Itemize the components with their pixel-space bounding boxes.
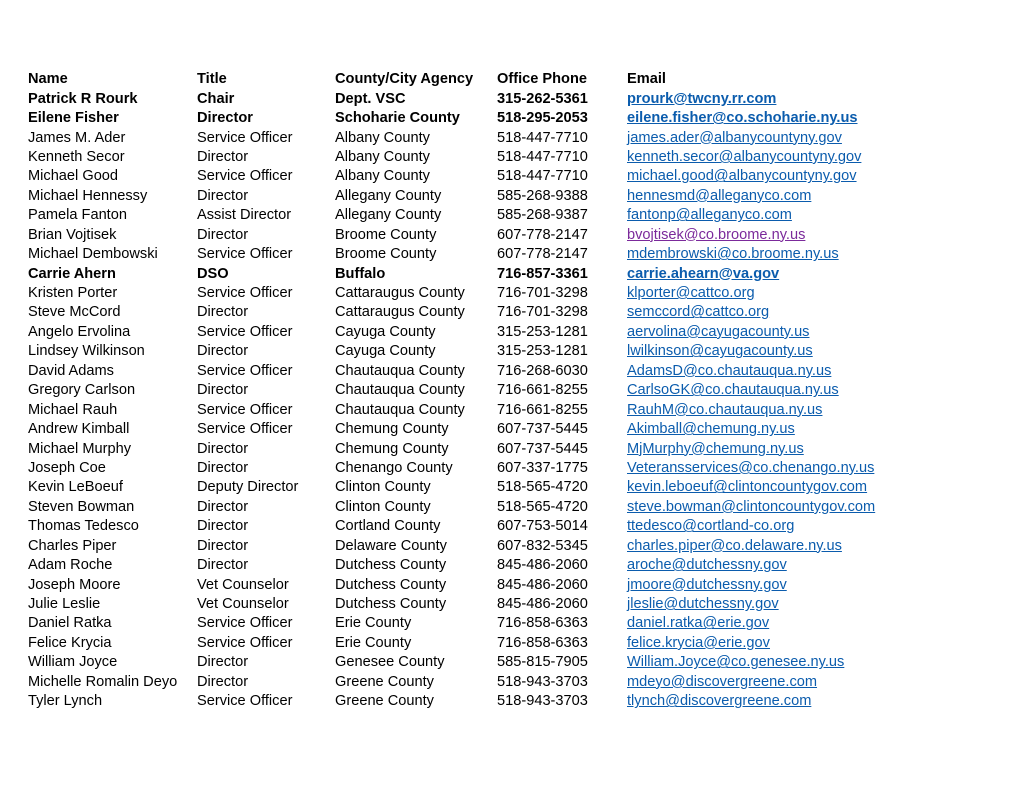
contact-email-cell bbox=[627, 342, 927, 361]
contact-title: Director bbox=[197, 654, 249, 671]
contact-agency: Erie County bbox=[335, 634, 412, 651]
contact-agency: Greene County bbox=[335, 693, 434, 710]
table-row bbox=[28, 284, 927, 303]
contact-title: Director bbox=[197, 440, 249, 457]
contact-agency: Cayuga County bbox=[335, 323, 436, 340]
contact-phone: 607-737-5445 bbox=[497, 421, 588, 438]
table-row bbox=[28, 245, 927, 264]
contact-name: Michelle Romalin Deyo bbox=[28, 673, 178, 690]
email-link[interactable]: Veteransservices@co.chenango.ny.us bbox=[627, 459, 875, 476]
contact-name: Felice Krycia bbox=[28, 634, 112, 651]
contact-name: James M. Ader bbox=[28, 129, 126, 146]
contact-title: Director bbox=[197, 148, 249, 165]
contact-title: Service Officer bbox=[197, 362, 293, 379]
email-link[interactable]: RauhM@co.chautauqua.ny.us bbox=[627, 401, 823, 418]
contact-phone: 315-262-5361 bbox=[497, 90, 588, 107]
contact-phone: 716-857-3361 bbox=[497, 265, 588, 282]
contact-agency: Clinton County bbox=[335, 498, 431, 515]
contact-email-cell bbox=[627, 595, 927, 614]
contact-title: Service Officer bbox=[197, 246, 293, 263]
table-row bbox=[28, 323, 927, 342]
contact-name: Adam Roche bbox=[28, 557, 113, 574]
contact-title: Service Officer bbox=[197, 693, 293, 710]
table-row bbox=[28, 439, 927, 458]
contact-agency: Cattaraugus County bbox=[335, 285, 465, 302]
contact-agency: Chemung County bbox=[335, 421, 449, 438]
email-link[interactable]: felice.krycia@erie.gov bbox=[627, 634, 770, 651]
contact-phone: 518-447-7710 bbox=[497, 148, 588, 165]
email-link[interactable]: michael.good@albanycountyny.gov bbox=[627, 168, 857, 185]
table-row bbox=[28, 537, 927, 556]
contact-agency: Albany County bbox=[335, 168, 430, 185]
table-body bbox=[28, 89, 927, 711]
contact-title: Director bbox=[197, 498, 249, 515]
contact-title: Director bbox=[197, 304, 249, 321]
contact-phone: 607-832-5345 bbox=[497, 537, 588, 554]
contact-name: Michael Dembowski bbox=[28, 246, 158, 263]
contact-agency: Broome County bbox=[335, 226, 437, 243]
contact-email-cell bbox=[627, 206, 927, 225]
table-row bbox=[28, 381, 927, 400]
contact-name: Michael Hennessy bbox=[28, 187, 148, 204]
table-row bbox=[28, 673, 927, 692]
table-row bbox=[28, 206, 927, 225]
contact-title: Director bbox=[197, 110, 253, 127]
contact-phone: 518-295-2053 bbox=[497, 110, 588, 127]
contact-email-cell bbox=[627, 420, 927, 439]
contact-name: Pamela Fanton bbox=[28, 207, 127, 224]
contact-email-cell bbox=[627, 284, 927, 303]
email-link[interactable]: kenneth.secor@albanycountyny.gov bbox=[627, 148, 862, 165]
contact-email-cell bbox=[627, 478, 927, 497]
contact-phone: 716-268-6030 bbox=[497, 362, 588, 379]
contact-email-cell bbox=[627, 498, 927, 517]
table-row bbox=[28, 264, 927, 283]
contact-title: Service Officer bbox=[197, 421, 293, 438]
contact-name: Steven Bowman bbox=[28, 498, 135, 515]
contact-title: Assist Director bbox=[197, 207, 292, 224]
contact-title: Vet Counselor bbox=[197, 576, 289, 593]
email-link[interactable]: daniel.ratka@erie.gov bbox=[627, 615, 770, 632]
contact-title: Chair bbox=[197, 90, 235, 107]
contact-agency: Chenango County bbox=[335, 459, 453, 476]
contact-agency: Albany County bbox=[335, 129, 430, 146]
contact-title: Service Officer bbox=[197, 634, 293, 651]
contact-phone: 518-565-4720 bbox=[497, 498, 588, 515]
email-link[interactable]: bvojtisek@co.broome.ny.us bbox=[627, 226, 806, 243]
contact-phone: 585-268-9387 bbox=[497, 207, 588, 224]
contact-name: Joseph Moore bbox=[28, 576, 121, 593]
contact-name: Brian Vojtisek bbox=[28, 226, 117, 243]
contact-agency: Albany County bbox=[335, 148, 430, 165]
email-link[interactable]: semccord@cattco.org bbox=[627, 304, 770, 321]
contact-directory bbox=[28, 70, 928, 711]
contact-phone: 607-337-1775 bbox=[497, 459, 588, 476]
email-link[interactable]: hennesmd@alleganyco.com bbox=[627, 187, 812, 204]
contact-name: Kevin LeBoeuf bbox=[28, 479, 123, 496]
contact-phone: 585-815-7905 bbox=[497, 654, 588, 671]
table-row bbox=[28, 420, 927, 439]
contact-phone: 518-565-4720 bbox=[497, 479, 588, 496]
contact-agency: Chautauqua County bbox=[335, 382, 465, 399]
contact-name: William Joyce bbox=[28, 654, 118, 671]
contact-email-cell bbox=[627, 303, 927, 322]
email-link[interactable]: jmoore@dutchessny.gov bbox=[627, 576, 787, 593]
contact-agency: Cayuga County bbox=[335, 343, 436, 360]
contact-phone: 585-268-9388 bbox=[497, 187, 588, 204]
contact-agency: Allegany County bbox=[335, 207, 442, 224]
contact-agency: Greene County bbox=[335, 673, 434, 690]
contact-name: Andrew Kimball bbox=[28, 421, 130, 438]
contact-email-cell bbox=[627, 128, 927, 147]
contact-agency: Clinton County bbox=[335, 479, 431, 496]
contact-email-cell bbox=[627, 439, 927, 458]
contact-name: David Adams bbox=[28, 362, 114, 379]
contact-phone: 315-253-1281 bbox=[497, 343, 588, 360]
contact-phone: 518-943-3703 bbox=[497, 673, 588, 690]
email-link[interactable]: MjMurphy@chemung.ny.us bbox=[627, 440, 804, 457]
contact-name: Daniel Ratka bbox=[28, 615, 112, 632]
contact-agency: Dutchess County bbox=[335, 596, 447, 613]
contact-agency: Chautauqua County bbox=[335, 362, 465, 379]
email-link[interactable]: AdamsD@co.chautauqua.ny.us bbox=[627, 362, 832, 379]
contact-email-cell bbox=[627, 362, 927, 381]
contact-phone: 716-858-6363 bbox=[497, 615, 588, 632]
email-link[interactable]: jleslie@dutchessny.gov bbox=[627, 596, 779, 613]
contact-table bbox=[28, 70, 927, 711]
contact-title: Service Officer bbox=[197, 323, 293, 340]
contact-phone: 716-661-8255 bbox=[497, 382, 588, 399]
contact-agency: Cortland County bbox=[335, 518, 441, 535]
table-row bbox=[28, 517, 927, 536]
contact-agency: Chautauqua County bbox=[335, 401, 465, 418]
table-row bbox=[28, 634, 927, 653]
contact-phone: 518-447-7710 bbox=[497, 168, 588, 185]
email-link[interactable]: eilene.fisher@co.schoharie.ny.us bbox=[627, 110, 858, 127]
contact-phone: 518-447-7710 bbox=[497, 129, 588, 146]
contact-title: Deputy Director bbox=[197, 479, 299, 496]
contact-email-cell bbox=[627, 653, 927, 672]
contact-agency: Cattaraugus County bbox=[335, 304, 465, 321]
contact-email-cell bbox=[627, 634, 927, 653]
table-row bbox=[28, 128, 927, 147]
contact-agency: Chemung County bbox=[335, 440, 449, 457]
contact-agency: Buffalo bbox=[335, 265, 386, 282]
contact-agency: Dutchess County bbox=[335, 576, 447, 593]
header-row bbox=[28, 70, 927, 89]
contact-email-cell bbox=[627, 692, 927, 711]
contact-email-cell bbox=[627, 537, 927, 556]
contact-phone: 607-753-5014 bbox=[497, 518, 588, 535]
contact-email-cell bbox=[627, 167, 927, 186]
table-row bbox=[28, 303, 927, 322]
contact-name: Angelo Ervolina bbox=[28, 323, 131, 340]
contact-email-cell bbox=[627, 381, 927, 400]
header-name: Name bbox=[28, 71, 68, 88]
contact-title: Director bbox=[197, 459, 249, 476]
email-link[interactable]: aervolina@cayugacounty.us bbox=[627, 323, 810, 340]
email-link[interactable]: prourk@twcny.rr.com bbox=[627, 90, 777, 107]
contact-phone: 518-943-3703 bbox=[497, 693, 588, 710]
contact-phone: 315-253-1281 bbox=[497, 323, 588, 340]
contact-agency: Erie County bbox=[335, 615, 412, 632]
email-link[interactable]: carrie.ahearn@va.gov bbox=[627, 265, 780, 282]
contact-name: Eilene Fisher bbox=[28, 110, 119, 127]
email-link[interactable]: klporter@cattco.org bbox=[627, 285, 755, 302]
contact-email-cell bbox=[627, 226, 927, 245]
table-row bbox=[28, 459, 927, 478]
contact-email-cell bbox=[627, 517, 927, 536]
contact-title: DSO bbox=[197, 265, 229, 282]
contact-email-cell bbox=[627, 556, 927, 575]
table-row bbox=[28, 478, 927, 497]
contact-email-cell bbox=[627, 575, 927, 594]
contact-name: Lindsey Wilkinson bbox=[28, 343, 145, 360]
contact-email-cell bbox=[627, 614, 927, 633]
contact-phone: 845-486-2060 bbox=[497, 557, 588, 574]
contact-title: Director bbox=[197, 187, 249, 204]
contact-email-cell bbox=[627, 89, 927, 108]
table-row bbox=[28, 614, 927, 633]
contact-phone: 845-486-2060 bbox=[497, 596, 588, 613]
table-row bbox=[28, 342, 927, 361]
contact-title: Director bbox=[197, 537, 249, 554]
contact-title: Service Officer bbox=[197, 285, 293, 302]
contact-phone: 607-737-5445 bbox=[497, 440, 588, 457]
contact-agency: Dutchess County bbox=[335, 557, 447, 574]
contact-name: Kenneth Secor bbox=[28, 148, 125, 165]
contact-name: Steve McCord bbox=[28, 304, 121, 321]
contact-name: Michael Good bbox=[28, 168, 119, 185]
table-row bbox=[28, 109, 927, 128]
email-link[interactable]: ttedesco@cortland-co.org bbox=[627, 518, 795, 535]
table-row bbox=[28, 556, 927, 575]
header-title: Title bbox=[197, 71, 227, 88]
table-row bbox=[28, 653, 927, 672]
email-link[interactable]: mdembrowski@co.broome.ny.us bbox=[627, 246, 839, 263]
contact-phone: 607-778-2147 bbox=[497, 246, 588, 263]
table-row bbox=[28, 362, 927, 381]
contact-phone: 716-701-3298 bbox=[497, 285, 588, 302]
contact-title: Service Officer bbox=[197, 401, 293, 418]
table-row bbox=[28, 692, 927, 711]
contact-title: Director bbox=[197, 673, 249, 690]
contact-agency: Broome County bbox=[335, 246, 437, 263]
header-phone: Office Phone bbox=[497, 71, 588, 88]
contact-agency: Schoharie County bbox=[335, 110, 460, 127]
email-link[interactable]: tlynch@discovergreene.com bbox=[627, 693, 812, 710]
email-link[interactable]: fantonp@alleganyco.com bbox=[627, 207, 792, 224]
contact-agency: Allegany County bbox=[335, 187, 442, 204]
contact-phone: 716-661-8255 bbox=[497, 401, 588, 418]
table-row bbox=[28, 400, 927, 419]
contact-name: Julie Leslie bbox=[28, 596, 101, 613]
email-link[interactable]: kevin.leboeuf@clintoncountygov.com bbox=[627, 479, 868, 496]
contact-title: Director bbox=[197, 226, 249, 243]
contact-title: Director bbox=[197, 518, 249, 535]
table-row bbox=[28, 595, 927, 614]
contact-agency: Dept. VSC bbox=[335, 90, 406, 107]
contact-name: Charles Piper bbox=[28, 537, 117, 554]
email-link[interactable]: lwilkinson@cayugacounty.us bbox=[627, 343, 813, 360]
email-link[interactable]: charles.piper@co.delaware.ny.us bbox=[627, 537, 842, 554]
contact-email-cell bbox=[627, 148, 927, 167]
table-row bbox=[28, 575, 927, 594]
contact-email-cell bbox=[627, 400, 927, 419]
contact-phone: 845-486-2060 bbox=[497, 576, 588, 593]
table-row bbox=[28, 226, 927, 245]
email-link[interactable]: Akimball@chemung.ny.us bbox=[627, 421, 795, 438]
contact-title: Service Officer bbox=[197, 129, 293, 146]
contact-name: Gregory Carlson bbox=[28, 382, 136, 399]
email-link[interactable]: aroche@dutchessny.gov bbox=[627, 557, 787, 574]
contact-email-cell bbox=[627, 264, 927, 283]
contact-title: Director bbox=[197, 382, 249, 399]
table-row bbox=[28, 167, 927, 186]
table-row bbox=[28, 89, 927, 108]
table-row bbox=[28, 498, 927, 517]
contact-name: Michael Murphy bbox=[28, 440, 132, 457]
contact-title: Service Officer bbox=[197, 615, 293, 632]
contact-phone: 607-778-2147 bbox=[497, 226, 588, 243]
contact-email-cell bbox=[627, 187, 927, 206]
header-agency: County/City Agency bbox=[335, 71, 474, 88]
contact-name: Carrie Ahern bbox=[28, 265, 116, 282]
contact-name: Joseph Coe bbox=[28, 459, 106, 476]
contact-name: Thomas Tedesco bbox=[28, 518, 139, 535]
contact-email-cell bbox=[627, 673, 927, 692]
contact-email-cell bbox=[627, 459, 927, 478]
contact-phone: 716-858-6363 bbox=[497, 634, 588, 651]
contact-agency: Genesee County bbox=[335, 654, 445, 671]
contact-title: Director bbox=[197, 557, 249, 574]
contact-name: Michael Rauh bbox=[28, 401, 118, 418]
email-link[interactable]: William.Joyce@co.genesee.ny.us bbox=[627, 654, 845, 671]
contact-agency: Delaware County bbox=[335, 537, 447, 554]
table-row bbox=[28, 148, 927, 167]
table-row bbox=[28, 187, 927, 206]
contact-email-cell bbox=[627, 245, 927, 264]
contact-name: Tyler Lynch bbox=[28, 693, 103, 710]
contact-name: Kristen Porter bbox=[28, 285, 118, 302]
email-link[interactable]: steve.bowman@clintoncountygov.com bbox=[627, 498, 876, 515]
header-email: Email bbox=[627, 71, 666, 88]
contact-email-cell bbox=[627, 323, 927, 342]
email-link[interactable]: james.ader@albanycountyny.gov bbox=[627, 129, 842, 146]
contact-title: Service Officer bbox=[197, 168, 293, 185]
email-link[interactable]: CarlsoGK@co.chautauqua.ny.us bbox=[627, 382, 839, 399]
email-link[interactable]: mdeyo@discovergreene.com bbox=[627, 673, 818, 690]
contact-name: Patrick R Rourk bbox=[28, 90, 138, 107]
contact-title: Vet Counselor bbox=[197, 596, 289, 613]
contact-title: Director bbox=[197, 343, 249, 360]
contact-phone: 716-701-3298 bbox=[497, 304, 588, 321]
contact-email-cell bbox=[627, 109, 927, 128]
